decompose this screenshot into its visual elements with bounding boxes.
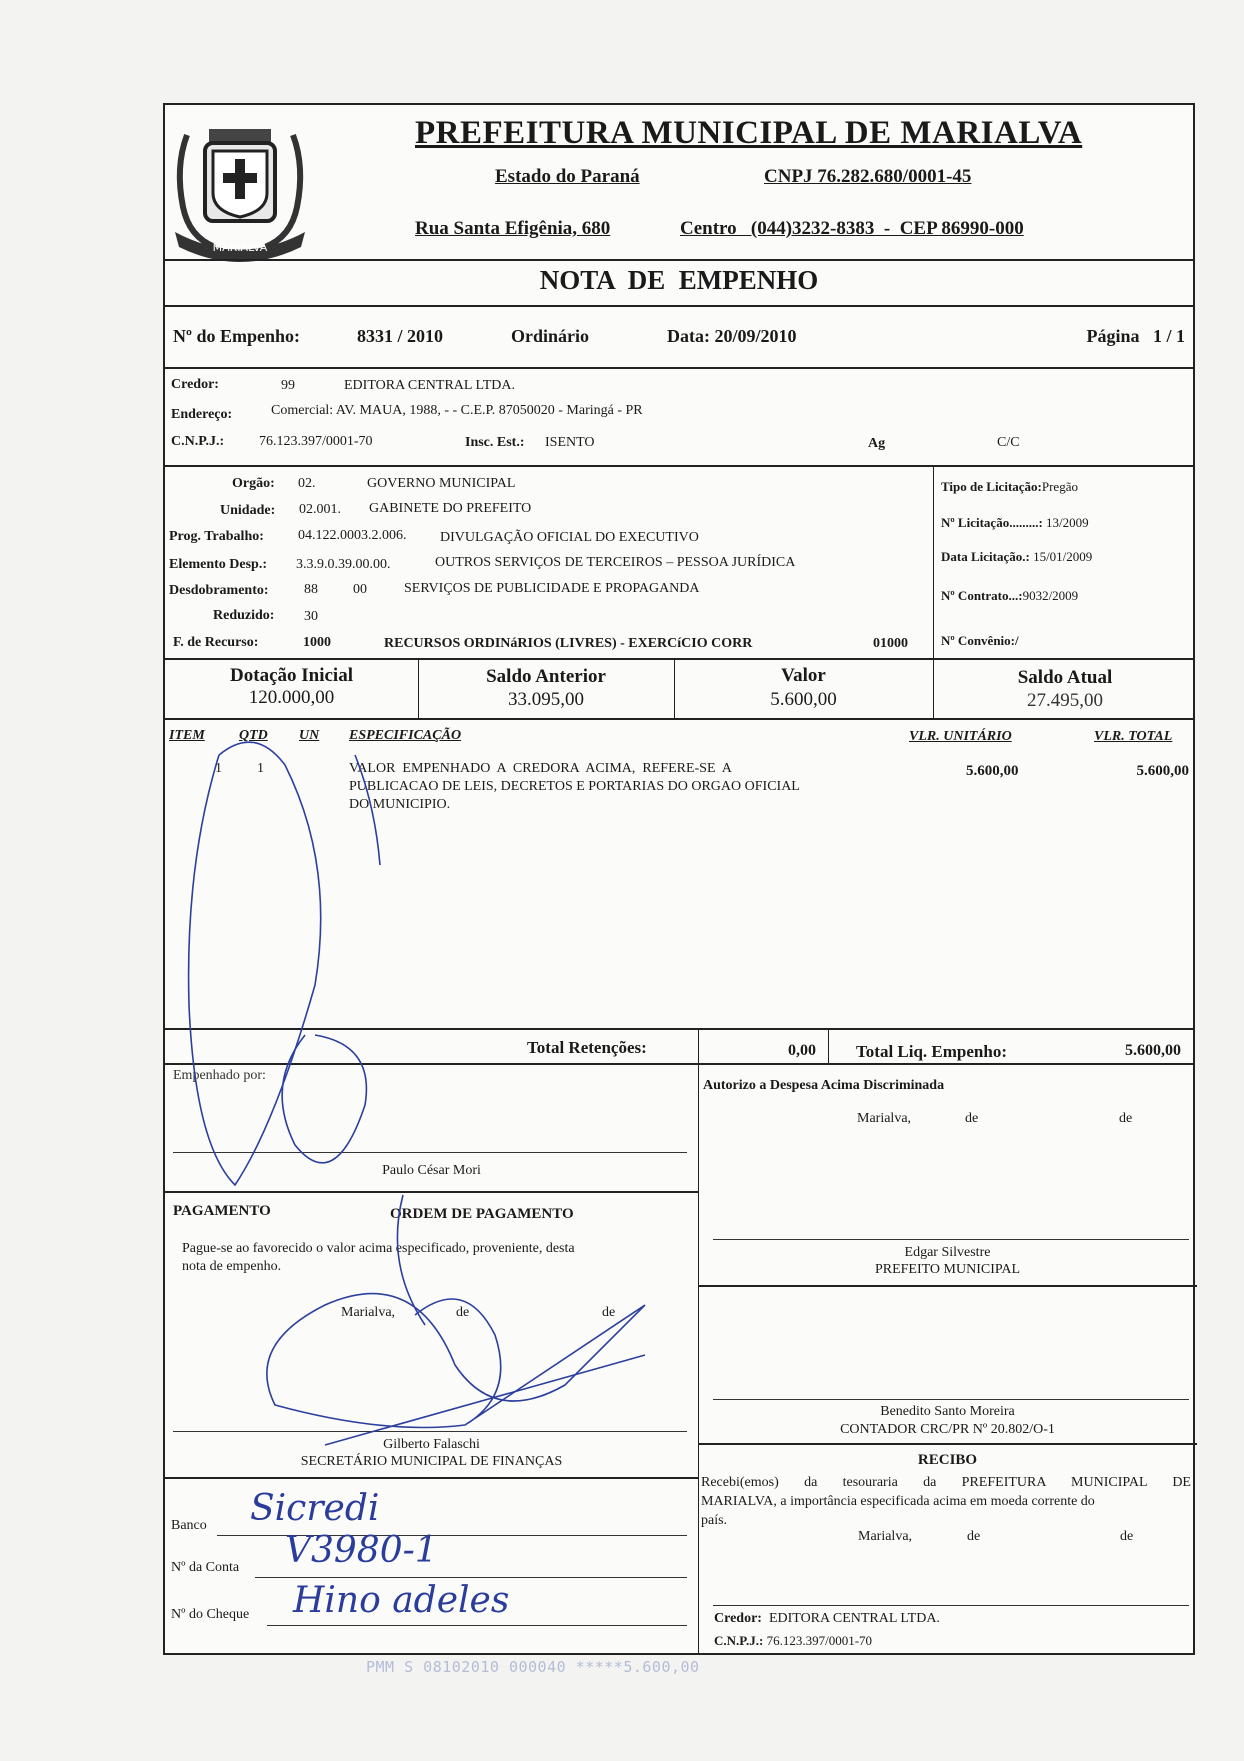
credor-name: EDITORA CENTRAL LTDA. — [344, 378, 515, 393]
svg-text:MARIALVA: MARIALVA — [212, 241, 268, 254]
conta-handwritten: V3980-1 — [285, 1530, 438, 1571]
endereco-value: Comercial: AV. MAUA, 1988, - - C.E.P. 87050020 - Maringá - PR — [271, 403, 643, 418]
recibo-text-line3: país. — [701, 1513, 728, 1528]
processing-stamp: PMM S 08102010 000040 *****5.600,00 — [366, 1658, 700, 1676]
prog-name: DIVULGAÇÃO OFICIAL DO EXECUTIVO — [440, 530, 699, 545]
orgao-code: 02. — [298, 476, 316, 491]
empenho-number: 8331 / 2010 — [357, 326, 444, 346]
retencoes-label: Total Retenções: — [527, 1038, 647, 1057]
recibo-credor-value: EDITORA CENTRAL LTDA. — [768, 1611, 940, 1626]
document-title: NOTA DE EMPENHO — [539, 265, 819, 295]
recibo-de1: de — [967, 1529, 981, 1544]
prefeito-name: Edgar Silvestre — [904, 1245, 991, 1260]
pagamento-signer: Gilberto Falaschi — [383, 1437, 480, 1452]
banco-handwritten: Sicredi — [250, 1488, 380, 1529]
item-total-value: 5.600,00 — [1136, 763, 1189, 779]
unidade-name: GABINETE DO PREFEITO — [369, 501, 532, 516]
unidade-code: 02.001. — [299, 502, 341, 517]
desdobramento-sub: 00 — [353, 582, 367, 597]
desdobramento-name: SERVIÇOS DE PUBLICIDADE E PROPAGANDA — [404, 581, 700, 596]
dotacao-label: Dotação Inicial — [230, 665, 353, 686]
item-spec-line2: PUBLICACAO DE LEIS, DECRETOS E PORTARIAS DO ORGAO OFICIAL — [349, 779, 800, 794]
pagamento-text-line1: Pague-se ao favorecido o valor acima especificado, proveniente, desta — [182, 1241, 575, 1256]
recibo-label: RECIBO — [917, 1452, 978, 1468]
estado-text: Estado do Paraná — [495, 166, 640, 187]
cc-label: C/C — [997, 435, 1020, 450]
atual-label: Saldo Atual — [1017, 667, 1113, 688]
cnpj-label: C.N.P.J.: — [171, 434, 225, 449]
liq-label: Total Liq. Empenho: — [856, 1042, 1007, 1061]
empenho-type: Ordinário — [511, 326, 590, 346]
recibo-city: Marialva, — [858, 1529, 913, 1544]
recibo-cnpj-label: C.N.P.J.: — [714, 1633, 764, 1648]
recibo-de2: de — [1120, 1529, 1134, 1544]
licitacao-contrato — [941, 588, 1078, 604]
liq-value: 5.600,00 — [1125, 1042, 1181, 1059]
retencoes-value: 0,00 — [788, 1042, 816, 1059]
cheque-label: Nº do Cheque — [171, 1607, 250, 1622]
col-item: ITEM — [169, 728, 205, 743]
empenhado-signer: Paulo César Mori — [382, 1163, 481, 1178]
item-qtd: 1 — [257, 761, 264, 776]
licitacao-data-value: 15/01/2009 — [1033, 549, 1093, 564]
col-vlr-unitario: VLR. UNITÁRIO — [909, 729, 1012, 744]
recibo-cnpj-value: 76.123.397/0001-70 — [766, 1633, 873, 1648]
prog-label: Prog. Trabalho: — [169, 529, 264, 544]
recibo-text-line2: MARIALVA, a importância especificada acima em moeda corrente do — [701, 1494, 1095, 1509]
valor-label: Valor — [781, 665, 826, 686]
pagamento-city: Marialva, — [341, 1305, 396, 1320]
banco-label: Banco — [171, 1518, 207, 1533]
recibo-credor-label: Credor: — [714, 1611, 762, 1626]
contador-role: CONTADOR CRC/PR Nº 20.802/O-1 — [840, 1422, 1055, 1437]
recibo-cnpj — [714, 1633, 872, 1649]
recurso-name: RECURSOS ORDINáRIOS (LIVRES) - EXERCíCIO CORR — [384, 636, 753, 651]
recurso-label: F. de Recurso: — [173, 635, 259, 650]
col-vlr-total: VLR. TOTAL — [1094, 729, 1173, 744]
atual-value: 27.495,00 — [1027, 690, 1103, 711]
valor-value: 5.600,00 — [770, 689, 837, 710]
licitacao-numero-value: 13/2009 — [1046, 515, 1089, 530]
address-text: Rua Santa Efigênia, 680 — [415, 218, 611, 239]
pagamento-signer-role: SECRETÁRIO MUNICIPAL DE FINANÇAS — [300, 1454, 563, 1469]
page-number: Página 1 / 1 — [1086, 326, 1185, 346]
ag-label: Ag — [868, 436, 886, 451]
pagamento-de1: de — [456, 1305, 470, 1320]
cnpj-header: CNPJ 76.282.680/0001-45 — [764, 166, 972, 187]
credor-code: 99 — [281, 378, 295, 393]
licitacao-data-label: Data Licitação.: — [941, 549, 1030, 564]
contador-name: Benedito Santo Moreira — [880, 1404, 1015, 1419]
orgao-label: Orgão: — [232, 476, 275, 491]
credor-label: Credor: — [171, 377, 219, 392]
empenhado-label: Empenhado por: — [173, 1068, 266, 1083]
licitacao-convenio: Nº Convênio:/ — [941, 633, 1019, 648]
empenho-number-label: Nº do Empenho: — [173, 326, 300, 346]
desdobramento-code: 88 — [304, 582, 318, 597]
prefeito-role: PREFEITO MUNICIPAL — [874, 1262, 1021, 1277]
reduzido-value: 30 — [304, 609, 318, 624]
prefeitura-title: PREFEITURA MUNICIPAL DE MARIALVA — [415, 115, 1083, 151]
item-number: 1 — [215, 761, 222, 776]
licitacao-contrato-label: Nº Contrato...: — [941, 588, 1023, 603]
autorizo-city: Marialva, — [857, 1111, 912, 1126]
col-un: UN — [299, 728, 320, 743]
empenho-date: Data: 20/09/2010 — [667, 326, 797, 346]
dotacao-value: 120.000,00 — [248, 687, 335, 708]
autorizo-de1: de — [965, 1111, 979, 1126]
insc-label: Insc. Est.: — [465, 435, 525, 450]
ordem-pagamento-label: ORDEM DE PAGAMENTO — [390, 1206, 574, 1222]
reduzido-label: Reduzido: — [213, 608, 275, 623]
col-qtd: QTD — [239, 728, 268, 743]
elemento-label: Elemento Desp.: — [169, 557, 267, 572]
desdobramento-label: Desdobramento: — [169, 583, 269, 598]
insc-value: ISENTO — [545, 435, 595, 450]
licitacao-contrato-value: 9032/2009 — [1022, 588, 1079, 603]
pagamento-label: PAGAMENTO — [173, 1203, 271, 1219]
licitacao-numero — [941, 515, 1089, 531]
recurso-number: 01000 — [873, 636, 908, 651]
col-especificacao: ESPECIFICAÇÃO — [349, 728, 462, 743]
licitacao-numero-label: Nº Licitação.........: — [941, 515, 1043, 530]
recibo-credor — [714, 1611, 940, 1627]
cnpj-value: 76.123.397/0001-70 — [259, 434, 373, 449]
autorizo-de2: de — [1119, 1111, 1133, 1126]
cheque-handwritten: Hino adeles — [293, 1580, 510, 1621]
orgao-name: GOVERNO MUNICIPAL — [367, 476, 516, 491]
licitacao-tipo-label: Tipo de Licitação: — [941, 479, 1042, 494]
endereco-label: Endereço: — [171, 407, 233, 422]
autorizo-label: Autorizo a Despesa Acima Discriminada — [703, 1078, 945, 1093]
pagamento-de2: de — [602, 1305, 616, 1320]
item-unit-value: 5.600,00 — [966, 763, 1019, 779]
unidade-label: Unidade: — [220, 503, 276, 518]
item-spec-line1: VALOR EMPENHADO A CREDORA ACIMA, REFERE-SE A — [349, 761, 732, 776]
anterior-label: Saldo Anterior — [486, 666, 606, 687]
anterior-value: 33.095,00 — [508, 689, 584, 710]
licitacao-data — [941, 549, 1092, 565]
recibo-text-line1: Recebi(emos) da tesouraria da PREFEITURA MUNICIPAL DE — [701, 1475, 1191, 1490]
recurso-code: 1000 — [303, 635, 331, 650]
elemento-name: OUTROS SERVIÇOS DE TERCEIROS – PESSOA JURÍDICA — [435, 555, 796, 570]
item-spec-line3: DO MUNICIPIO. — [349, 797, 451, 812]
contact-text: Centro (044)3232-8383 - CEP 86990-000 — [680, 218, 1024, 239]
pagamento-text-line2: nota de empenho. — [182, 1259, 282, 1274]
licitacao-tipo-value: Pregão — [1041, 479, 1078, 494]
elemento-code: 3.3.9.0.39.00.00. — [296, 557, 391, 572]
prog-code: 04.122.0003.2.006. — [298, 528, 407, 543]
nota-de-empenho-sheet — [163, 103, 1195, 1655]
municipal-seal — [165, 107, 315, 262]
conta-label: Nº da Conta — [171, 1560, 240, 1575]
licitacao-tipo — [941, 479, 1078, 495]
